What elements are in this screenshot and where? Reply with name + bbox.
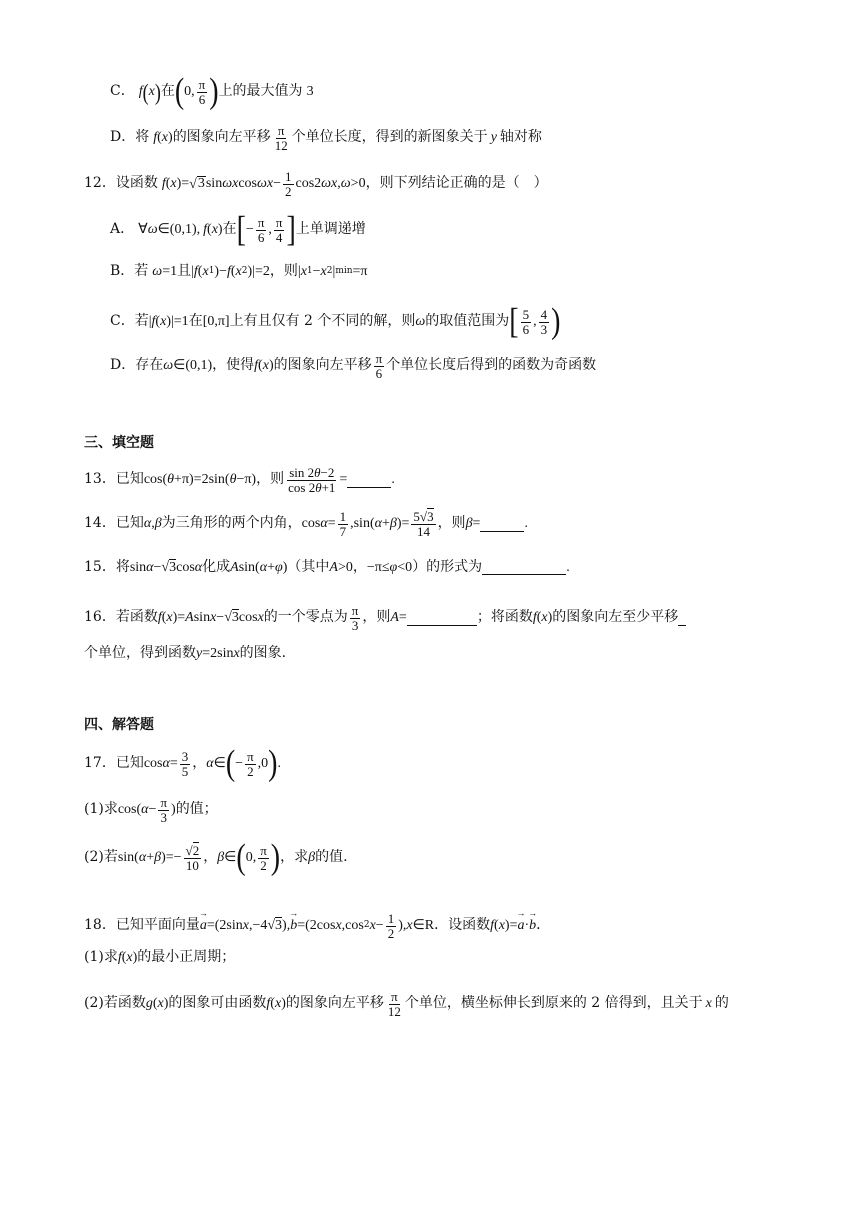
answer-blank[interactable] <box>347 473 391 488</box>
fraction: $\frac{3}{5}$ <box>181 749 189 779</box>
q18-part2: (2)若函数 g ( x ) 的图象可由函数 f ( x ) 的图象向左平移 $\frac{\pi}{12}$ 个单位，横坐标伸长到原来的 2 倍得到，且关于 x 的 <box>84 989 729 1019</box>
fraction: $\frac{5√3}{14}$ <box>413 509 434 539</box>
q17-part1: (1)求 cos( α − $\frac{\pi}{3}$ ) 的值； <box>84 795 218 825</box>
fraction: $\frac{\pi}{6}$ <box>198 77 206 107</box>
q18-stem: 18． 已知平面向量 → a =(2sin x ,−4√3), → b =(2cos x ,cos 2 x − $\frac{1}{2}$ ), x ∈R ．设函数 f ( x )= → a · → b ． <box>84 912 550 940</box>
answer-blank[interactable] <box>678 611 686 626</box>
answer-blank[interactable] <box>480 517 524 532</box>
answer-blank[interactable] <box>407 611 477 626</box>
q11-option-d: D． 将 f ( x ) 的图象向左平移 $\frac{\pi}{12}$ 个单位长度，得到的新图象关于 y 轴对称 <box>110 123 542 153</box>
fraction: $\frac{\pi}{3}$ <box>160 795 168 825</box>
fraction: $\frac{\pi}{4}$ <box>275 215 283 245</box>
fraction: $\frac{\pi}{2}$ <box>260 843 267 873</box>
q17-stem: 17． 已知 cos α = $\frac{3}{5}$ ， α ∈ ( − $\frac{\pi}{2}$ ,0 ) . <box>84 743 281 784</box>
fraction: $\frac{\pi}{12}$ <box>387 989 401 1019</box>
fraction: $\frac{5}{6}$ <box>522 307 530 337</box>
fraction: $\frac{4}{3}$ <box>540 307 548 337</box>
fraction: $\frac{\pi}{3}$ <box>351 603 359 633</box>
label: 上的最大值为 <box>218 83 303 100</box>
fraction: $\frac{\pi}{2}$ <box>247 749 254 779</box>
q12-option-b: B． 若 ω =1 且 | f ( x 1 )− f ( x 2 )|=2 ，则 | x 1 − x 2 | min =π <box>110 263 368 279</box>
fraction: $\frac{√2}{10}$ <box>185 843 200 873</box>
label: 在 <box>160 83 175 100</box>
q12-stem: 12． 设函数 f ( x )= √ 3 sin ωx cos ωx − $\frac{1}{2}$ cos2 ωx , ω >0 ，则下列结论正确的是（ ） <box>84 169 548 199</box>
answer-blank[interactable] <box>482 560 566 575</box>
q18-part1: (1)求 f ( x ) 的最小正周期； <box>84 949 236 965</box>
fraction: $\frac{\sin 2\theta-2}{\cos 2\theta+1}$ <box>288 465 336 495</box>
q16-line2: 个单位，得到函数 y =2sin x 的图象. <box>84 645 287 661</box>
q12-option-d: D． 存在 ω ∈(0,1) ，使得 f ( x ) 的图象向左平移 $\frac{\pi}{6}$ 个单位长度后得到的函数为奇函数 <box>110 351 597 381</box>
fraction: $\frac{1}{2}$ <box>285 169 292 199</box>
section-title-solution: 四、解答题 <box>84 717 154 733</box>
q16-line1: 16． 若函数 f ( x )= A sin x −√3cos x 的一个零点为 $\frac{\pi}{3}$ ，则 A = ；将函数 f ( x ) 的图象向左至少平移 <box>84 604 686 632</box>
q11-option-c: C． f ( x ) 在 ( 0, $\frac{\pi}{6}$ ) 上的最大值为 3 <box>110 71 314 112</box>
q17-part2: (2)若 sin( α + β )=− $\frac{√2}{10}$ ， β ∈ ( 0, $\frac{\pi}{2}$ ) ，求 β 的值. <box>84 837 348 878</box>
section-title-fill-in: 三、填空题 <box>84 435 154 451</box>
fraction: $\frac{1}{7}$ <box>339 509 347 539</box>
fraction: $\frac{\pi}{6}$ <box>257 215 265 245</box>
fraction: $\frac{\pi}{12}$ <box>274 123 288 153</box>
q14: 14． 已知 α , β 为三角形的两个内角， cos α = $\frac{1}{7}$ ,sin( α + β )= $\frac{5√3}{14}$ ，则 β = . <box>84 509 528 539</box>
fraction: $\frac{1}{2}$ <box>387 911 395 941</box>
q15: 15． 将 sin α −√3cos α 化成 A sin( α + φ ) （其中 A >0 ， −π≤ φ <0 ）的形式为 . <box>84 559 570 575</box>
q13: 13． 已知 cos( θ +π)=2sin( θ −π) ，则 $\frac{\sin 2\theta-2}{\cos 2\theta+1}$ = . <box>84 465 395 495</box>
q12-option-a: A． ∀ ω ∈(0,1), f ( x ) 在 [ − $\frac{\pi}{6}$ , $\frac{\pi}{4}$ ] 上单调递增 <box>110 209 366 250</box>
q12-option-c: C． 若 | f ( x )|=1 在 [0,π] 上有且仅有 2 个不同的解，则 ω 的取值范围为 [ $\frac{5}{6}$ , $\frac{4}{3}$ ) <box>110 301 561 342</box>
fraction: $\frac{\pi}{6}$ <box>375 351 383 381</box>
